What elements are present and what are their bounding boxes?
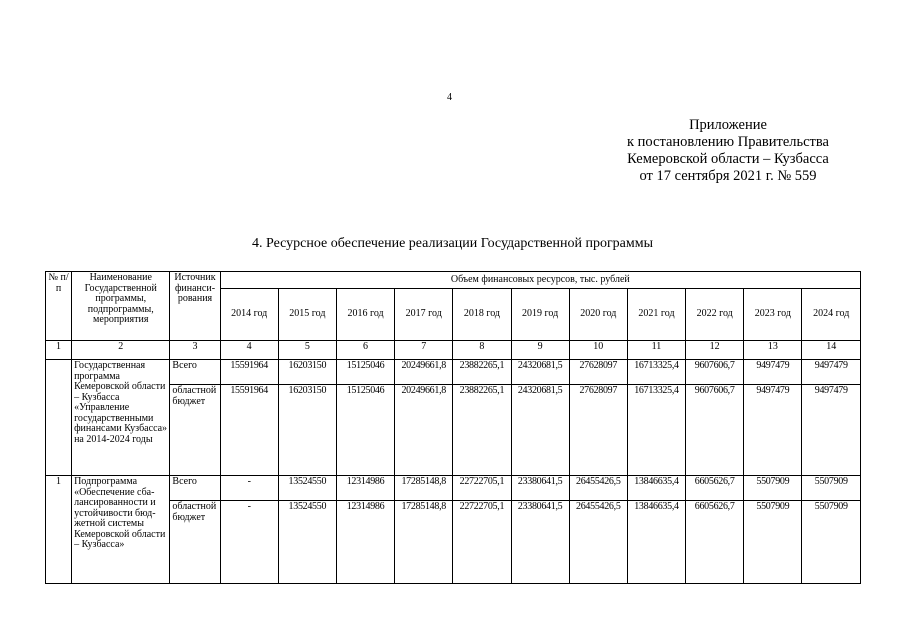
funding-value: 6605626,7 bbox=[686, 476, 744, 501]
header-source: Источник финанси-рования bbox=[170, 272, 220, 341]
header-year: 2024 год bbox=[802, 289, 861, 341]
appendix-block bbox=[627, 117, 829, 185]
resource-table bbox=[45, 271, 861, 584]
header-row bbox=[46, 272, 861, 289]
appendix-line-2: к постановлению Правительства bbox=[627, 134, 829, 150]
funding-value: 26455426,5 bbox=[569, 501, 627, 584]
funding-source: Всего bbox=[170, 360, 220, 385]
funding-value: 5507909 bbox=[802, 476, 861, 501]
header-year: 2015 год bbox=[278, 289, 336, 341]
index-row bbox=[46, 341, 861, 360]
funding-value: 23380641,5 bbox=[511, 501, 569, 584]
funding-source: Всего bbox=[170, 476, 220, 501]
header-year: 2014 год bbox=[220, 289, 278, 341]
program-name: Подпрограмма «Обеспечение сба-лансированности и устойчивости бюд-жетной системы Кемеровской области – Кузбасса» bbox=[72, 476, 170, 584]
column-index: 6 bbox=[336, 341, 394, 360]
funding-value: 9497479 bbox=[744, 360, 802, 385]
funding-value: 12314986 bbox=[336, 476, 394, 501]
header-year: 2020 год bbox=[569, 289, 627, 341]
header-year: 2019 год bbox=[511, 289, 569, 341]
column-index: 4 bbox=[220, 341, 278, 360]
funding-value: 5507909 bbox=[744, 476, 802, 501]
funding-value: 20249661,8 bbox=[395, 360, 453, 385]
column-index: 12 bbox=[686, 341, 744, 360]
funding-value: 24320681,5 bbox=[511, 385, 569, 476]
column-index: 5 bbox=[278, 341, 336, 360]
funding-source: областной бюджет bbox=[170, 501, 220, 584]
funding-value: 22722705,1 bbox=[453, 501, 511, 584]
funding-value: 23380641,5 bbox=[511, 476, 569, 501]
column-index: 11 bbox=[627, 341, 685, 360]
document-title: 4. Ресурсное обеспечение реализации Государственной программы bbox=[251, 236, 654, 251]
funding-value: 20249661,8 bbox=[395, 385, 453, 476]
funding-value: 9497479 bbox=[802, 360, 861, 385]
header-year: 2022 год bbox=[686, 289, 744, 341]
header-year: 2021 год bbox=[627, 289, 685, 341]
appendix-line-4: от 17 сентября 2021 г. № 559 bbox=[639, 168, 817, 184]
program-name: Государственная программа Кемеровской области – Кузбасса «Управление государственными финансами Кузбасса» на 2014-2024 годы bbox=[72, 360, 170, 476]
table-row bbox=[46, 476, 861, 501]
funding-value: 22722705,1 bbox=[453, 476, 511, 501]
funding-value: 9607606,7 bbox=[686, 385, 744, 476]
funding-value: 13846635,4 bbox=[627, 476, 685, 501]
funding-value: 17285148,8 bbox=[395, 476, 453, 501]
funding-value: 15125046 bbox=[336, 360, 394, 385]
table-row bbox=[46, 360, 861, 385]
header-year: 2016 год bbox=[336, 289, 394, 341]
column-index: 2 bbox=[72, 341, 170, 360]
column-index: 14 bbox=[802, 341, 861, 360]
funding-value: 9497479 bbox=[744, 385, 802, 476]
funding-value: 12314986 bbox=[336, 501, 394, 584]
funding-value: - bbox=[220, 476, 278, 501]
funding-value: 16713325,4 bbox=[627, 360, 685, 385]
funding-value: 23882265,1 bbox=[453, 385, 511, 476]
funding-value: 26455426,5 bbox=[569, 476, 627, 501]
header-year: 2017 год bbox=[395, 289, 453, 341]
funding-value: 5507909 bbox=[744, 501, 802, 584]
funding-value: 13846635,4 bbox=[627, 501, 685, 584]
header-num: № п/п bbox=[46, 272, 72, 341]
row-number bbox=[46, 360, 72, 476]
funding-value: 24320681,5 bbox=[511, 360, 569, 385]
column-index: 1 bbox=[46, 341, 72, 360]
funding-value: 17285148,8 bbox=[395, 501, 453, 584]
funding-value: 16713325,4 bbox=[627, 385, 685, 476]
funding-value: 15591964 bbox=[220, 360, 278, 385]
funding-value: 15591964 bbox=[220, 385, 278, 476]
column-index: 13 bbox=[744, 341, 802, 360]
funding-value: 13524550 bbox=[278, 501, 336, 584]
header-volume: Объем финансовых ресурсов, тыс. рублей bbox=[220, 272, 860, 289]
funding-value: 16203150 bbox=[278, 385, 336, 476]
funding-value: 6605626,7 bbox=[686, 501, 744, 584]
column-index: 7 bbox=[395, 341, 453, 360]
funding-value: 23882265,1 bbox=[453, 360, 511, 385]
funding-value: 5507909 bbox=[802, 501, 861, 584]
funding-value: 27628097 bbox=[569, 360, 627, 385]
column-index: 3 bbox=[170, 341, 220, 360]
appendix-line-1: Приложение bbox=[689, 117, 767, 133]
funding-value: 9497479 bbox=[802, 385, 861, 476]
funding-value: 9607606,7 bbox=[686, 360, 744, 385]
funding-value: 16203150 bbox=[278, 360, 336, 385]
funding-value: 13524550 bbox=[278, 476, 336, 501]
appendix-line-3: Кемеровской области – Кузбасса bbox=[627, 151, 829, 167]
column-index: 8 bbox=[453, 341, 511, 360]
funding-value: 15125046 bbox=[336, 385, 394, 476]
column-index: 9 bbox=[511, 341, 569, 360]
column-index: 10 bbox=[569, 341, 627, 360]
row-number: 1 bbox=[46, 476, 72, 584]
funding-value: 27628097 bbox=[569, 385, 627, 476]
page-number: 4 bbox=[447, 92, 452, 103]
header-year: 2023 год bbox=[744, 289, 802, 341]
header-year: 2018 год bbox=[453, 289, 511, 341]
header-name: Наименование Государственной программы, подпрограммы, мероприятия bbox=[72, 272, 170, 341]
funding-value: - bbox=[220, 501, 278, 584]
funding-source: областной бюджет bbox=[170, 385, 220, 476]
